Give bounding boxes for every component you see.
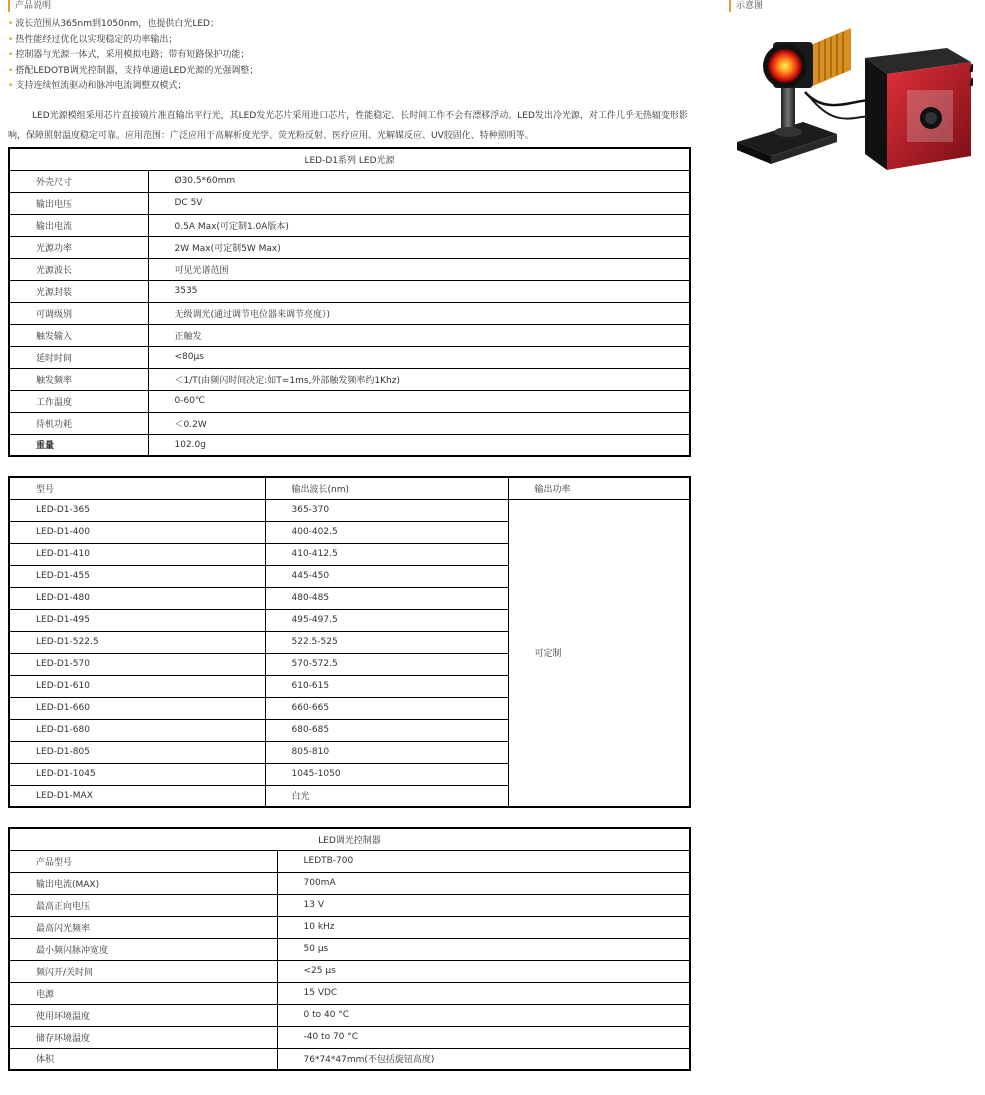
wavelength-cell: 610-615 (265, 675, 508, 697)
spec-value: Ø30.5*60mm (148, 170, 690, 192)
table-row (9, 214, 690, 236)
table-row (9, 1048, 690, 1070)
table-row (9, 390, 690, 412)
spec-value: <80μs (148, 346, 690, 368)
spec-label: 光源功率 (9, 236, 148, 258)
column-header: 输出功率 (508, 477, 690, 499)
spec-label: 输出电流 (9, 214, 148, 236)
feature-item (8, 17, 258, 33)
table-row (9, 236, 690, 258)
table-title: LED调光控制器 (9, 828, 690, 850)
feature-text: 搭配LEDOTB调光控制器，支持单通道LED光源的光强调整； (15, 65, 259, 76)
table-row (9, 1004, 690, 1026)
wavelength-cell: 680-685 (265, 719, 508, 741)
bullet-dot-icon: • (8, 34, 14, 45)
spec-label: 产品型号 (9, 850, 277, 872)
spec-label: 光源封装 (9, 280, 148, 302)
feature-item (8, 64, 258, 80)
spec-value: ＜1/T(由频闪时间决定:如T=1ms,外部触发频率约1Khz) (148, 368, 690, 390)
model-cell: LED-D1-495 (9, 609, 265, 631)
spec-label: 体积 (9, 1048, 277, 1070)
feature-text: 波长范围从365nm到1050nm，也提供白光LED； (15, 19, 219, 29)
spec-value: 700mA (277, 872, 690, 894)
controller-spec-table (8, 827, 691, 1071)
model-cell: LED-D1-805 (9, 741, 265, 763)
column-header: 型号 (9, 477, 265, 499)
wavelength-cell: 805-810 (265, 741, 508, 763)
feature-item (8, 79, 258, 95)
wavelength-cell: 365-370 (265, 499, 508, 521)
led-glow-icon (768, 49, 802, 83)
feature-text: 控制器与光源一体式，采用模拟电路；带有短路保护功能； (15, 50, 250, 61)
wavelength-cell: 480-485 (265, 587, 508, 609)
spec-label: 输出电流(MAX) (9, 872, 277, 894)
model-cell: LED-D1-480 (9, 587, 265, 609)
spec-value: 102.0g (148, 434, 690, 456)
spec-label: 最小频闪脉冲宽度 (9, 938, 277, 960)
feature-text: 热性能经过优化以实现稳定的功率输出； (15, 34, 178, 45)
feature-item (8, 48, 258, 64)
model-cell: LED-D1-610 (9, 675, 265, 697)
model-cell: LED-D1-MAX (9, 785, 265, 807)
bullet-dot-icon: • (8, 65, 14, 76)
model-cell: LED-D1-400 (9, 521, 265, 543)
spec-label: 外壳尺寸 (9, 170, 148, 192)
table-row (9, 434, 690, 456)
section-heading-illustration: 示意图 (729, 0, 763, 12)
wavelength-cell: 660-665 (265, 697, 508, 719)
table-row (9, 368, 690, 390)
model-table (8, 476, 691, 808)
power-cell: 可定制 (508, 499, 690, 807)
table-row (9, 499, 690, 521)
model-cell: LED-D1-410 (9, 543, 265, 565)
spec-label: 最高正向电压 (9, 894, 277, 916)
table-row (9, 1026, 690, 1048)
wavelength-cell: 410-412.5 (265, 543, 508, 565)
spec-value: 正触发 (148, 324, 690, 346)
led-d1-spec-table (8, 147, 691, 457)
wavelength-cell: 400-402.5 (265, 521, 508, 543)
table-title: LED-D1系列 LED光源 (9, 148, 690, 170)
spec-label: 工作温度 (9, 390, 148, 412)
product-illustration (733, 14, 973, 176)
model-cell: LED-D1-1045 (9, 763, 265, 785)
wavelength-cell: 白光 (265, 785, 508, 807)
spec-label: 使用环境温度 (9, 1004, 277, 1026)
table-header-row (9, 477, 690, 499)
spec-value: 76*74*47mm(不包括旋钮高度) (277, 1048, 690, 1070)
wavelength-cell: 570-572.5 (265, 653, 508, 675)
spec-label: 储存环境温度 (9, 1026, 277, 1048)
table-row (9, 302, 690, 324)
spec-value: 2W Max(可定制5W Max) (148, 236, 690, 258)
table-row (9, 192, 690, 214)
spec-value: 50 µs (277, 938, 690, 960)
bullet-dot-icon: • (8, 19, 14, 29)
spec-label: 电源 (9, 982, 277, 1004)
spec-value: 0.5A Max(可定制1.0A版本) (148, 214, 690, 236)
table-row (9, 280, 690, 302)
spec-label: 触发输入 (9, 324, 148, 346)
model-cell: LED-D1-455 (9, 565, 265, 587)
wavelength-cell: 1045-1050 (265, 763, 508, 785)
spec-label: 光源波长 (9, 258, 148, 280)
spec-value: 10 kHz (277, 916, 690, 938)
column-header: 输出波长(nm) (265, 477, 508, 499)
bullet-dot-icon: • (8, 50, 14, 61)
spec-label: 重量 (9, 434, 148, 456)
spec-value: 13 V (277, 894, 690, 916)
spec-value: 15 VDC (277, 982, 690, 1004)
spec-value: ＜0.2W (148, 412, 690, 434)
table-row (9, 916, 690, 938)
model-cell: LED-D1-660 (9, 697, 265, 719)
product-description: LED光源模组采用芯片直接镜片准直输出平行光，其LED发光芯片采用进口芯片，性能稳定、长时间工作不会有漂移浮动。LED发出冷光源，对工件几乎无热辐变形影响，保障照射温度稳定可靠。应用范围：广泛应用于高解析度光学、荧光粉反射、医疗应用、光解媒反应、UV胶固化、特种照明等。 (8, 111, 688, 141)
spec-value: 0 to 40 °C (277, 1004, 690, 1026)
table-row (9, 982, 690, 1004)
spec-label: 延时时间 (9, 346, 148, 368)
spec-value: 0-60℃ (148, 390, 690, 412)
model-cell: LED-D1-570 (9, 653, 265, 675)
spec-value: 3535 (148, 280, 690, 302)
spec-value: LEDTB-700 (277, 850, 690, 872)
table-row (9, 960, 690, 982)
bullet-dot-icon: • (8, 81, 14, 92)
feature-text: 支持连续恒流驱动和脉冲电流调整双模式； (15, 81, 187, 92)
model-cell: LED-D1-522.5 (9, 631, 265, 653)
spec-value: 可见光谱范围 (148, 258, 690, 280)
spec-label: 最高闪光频率 (9, 916, 277, 938)
table-row (9, 324, 690, 346)
spec-label: 待机功耗 (9, 412, 148, 434)
table-row (9, 850, 690, 872)
spec-label: 频闪开/关时间 (9, 960, 277, 982)
table-row (9, 170, 690, 192)
feature-list (8, 17, 258, 95)
table-row (9, 412, 690, 434)
spec-value: -40 to 70 °C (277, 1026, 690, 1048)
table-row (9, 346, 690, 368)
section-heading-description: 产品说明 (8, 0, 51, 12)
spec-label: 触发频率 (9, 368, 148, 390)
spec-label: 可调级别 (9, 302, 148, 324)
model-cell: LED-D1-365 (9, 499, 265, 521)
feature-item (8, 33, 258, 49)
wavelength-cell: 445-450 (265, 565, 508, 587)
mounting-post (781, 82, 795, 132)
spec-value: DC 5V (148, 192, 690, 214)
spec-label: 输出电压 (9, 192, 148, 214)
table-row (9, 872, 690, 894)
model-cell: LED-D1-680 (9, 719, 265, 741)
table-row (9, 894, 690, 916)
table-row (9, 258, 690, 280)
wavelength-cell: 522.5-525 (265, 631, 508, 653)
spec-value: <25 µs (277, 960, 690, 982)
table-row (9, 938, 690, 960)
wavelength-cell: 495-497.5 (265, 609, 508, 631)
spec-value: 无级调光(通过调节电位器来调节亮度）) (148, 302, 690, 324)
